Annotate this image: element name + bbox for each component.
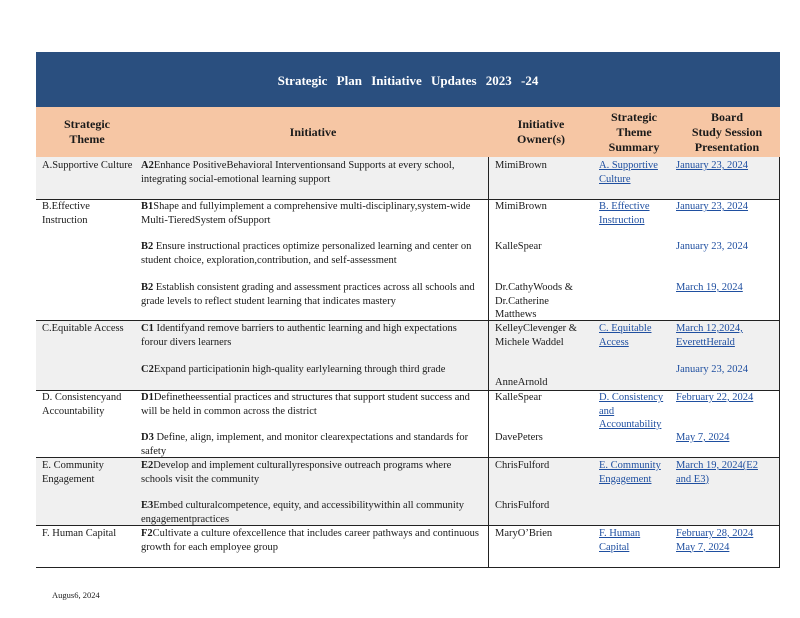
- initiative-d3: D3 Define, align, implement, and monitor clearexpectations and standards for safety: [141, 432, 469, 457]
- board-link-a2[interactable]: January 23, 2024: [676, 160, 749, 171]
- title-banner: [36, 52, 780, 107]
- board-link-b2-grading[interactable]: March 19, 2024: [676, 282, 743, 293]
- theme-cell-e: E. Community Engagement: [42, 460, 104, 485]
- summary-link-c[interactable]: C. Equitable Access: [599, 323, 652, 348]
- header-theme-summary: Strategic Theme Summary: [608, 109, 660, 154]
- header-initiative: Initiative: [289, 124, 337, 139]
- initiative-e2: E2Develop and implement culturallyresponsive outreach programs where schools visit the community: [141, 460, 452, 485]
- initiative-c1: C1 Identifyand remove barriers to authentic learning and high expectations forour divers learners: [141, 323, 457, 348]
- board-link-e2[interactable]: March 19, 2024(E2 and E3): [676, 460, 758, 485]
- owner-b2-instruction: KalleSpear: [495, 241, 542, 252]
- owner-a2: MimiBrown: [495, 160, 547, 171]
- board-link-d3[interactable]: May 7, 2024: [676, 432, 730, 443]
- theme-cell-c: C.Equitable Access: [42, 323, 124, 334]
- header-board-presentation: Board Study Session Presentation: [691, 109, 763, 154]
- owner-e2: ChrisFulford: [495, 460, 550, 471]
- owner-e3: ChrisFulford: [495, 500, 550, 511]
- summary-link-d[interactable]: D. Consistency and Accountability: [599, 392, 664, 430]
- initiative-c2: C2Expand participationin high-quality earlylearning through third grade: [141, 364, 446, 375]
- board-link-f2[interactable]: February 28, 2024 May 7, 2024: [676, 528, 754, 553]
- table-right-border: [779, 157, 780, 567]
- table-header: [36, 107, 780, 157]
- initiative-b1: B1Shape and fullyimplement a comprehensive multi-disciplinary,system-wide Multi-TieredSystem ofSupport: [141, 201, 471, 226]
- owner-c1: KelleyClevenger & Michele Waddel: [495, 323, 577, 348]
- theme-cell-f: F. Human Capital: [42, 528, 117, 539]
- initiative-b2-instruction: B2 Ensure instructional practices optimize personalized learning and center on student choice, exploration,contribution, and self-assessment: [141, 241, 472, 266]
- owner-d3: DavePeters: [495, 432, 543, 443]
- owner-b1: MimiBrown: [495, 201, 547, 212]
- owner-c2: AnneArnold: [495, 377, 548, 388]
- board-date-b2-instruction: January 23, 2024: [676, 241, 749, 252]
- initiative-d1: D1Definetheessential practices and structures that support student success and will be held in common across the district: [141, 392, 470, 417]
- theme-cell-a: A.Supportive Culture: [42, 160, 133, 171]
- summary-link-f[interactable]: F. Human Capital: [599, 528, 641, 553]
- summary-link-a[interactable]: A. Supportive Culture: [599, 160, 658, 185]
- board-link-c1[interactable]: March 12,2024, EverettHerald: [676, 323, 743, 348]
- header-owners: Initiative Owner(s): [517, 117, 565, 146]
- initiative-e3: E3Embed culturalcompetence, equity, and accessibilitywithin all community engagementpractices: [141, 500, 464, 525]
- board-date-c2: January 23, 2024: [676, 364, 749, 375]
- row-divider: [36, 320, 780, 321]
- theme-cell-d: D. Consistencyand Accountability: [42, 392, 122, 417]
- column-divider: [488, 157, 489, 567]
- page-title: Strategic Plan Initiative Updates 2023 -24: [277, 72, 539, 88]
- initiative-b2-grading: B2 Establish consistent grading and assessment practices across all schools and grade levels to reflect student learning that indicates mastery: [141, 282, 475, 307]
- initiative-a2: A2Enhance PositiveBehavioral Interventionsand Supports at every school, integrating social-emotional learning support: [141, 160, 455, 185]
- owner-b2-grading: Dr.CathyWoods & Dr.Catherine Matthews: [495, 282, 573, 320]
- footer-date: Augus6, 2024: [52, 590, 100, 600]
- owner-d1: KalleSpear: [495, 392, 542, 403]
- table-bottom-border: [36, 567, 780, 568]
- summary-link-e[interactable]: E. Community Engagement: [599, 460, 661, 485]
- board-link-d1[interactable]: February 22, 2024: [676, 392, 754, 403]
- summary-link-b[interactable]: B. Effective Instruction: [599, 201, 650, 226]
- owner-f2: MaryO’Brien: [495, 528, 553, 539]
- theme-cell-b: B.Effective Instruction: [42, 201, 90, 226]
- board-link-b1[interactable]: January 23, 2024: [676, 201, 749, 212]
- header-strategic-theme: Strategic Theme: [64, 117, 110, 146]
- initiative-f2: F2Cultivate a culture ofexcellence that includes career pathways and continuous growth for each employee group: [141, 528, 479, 553]
